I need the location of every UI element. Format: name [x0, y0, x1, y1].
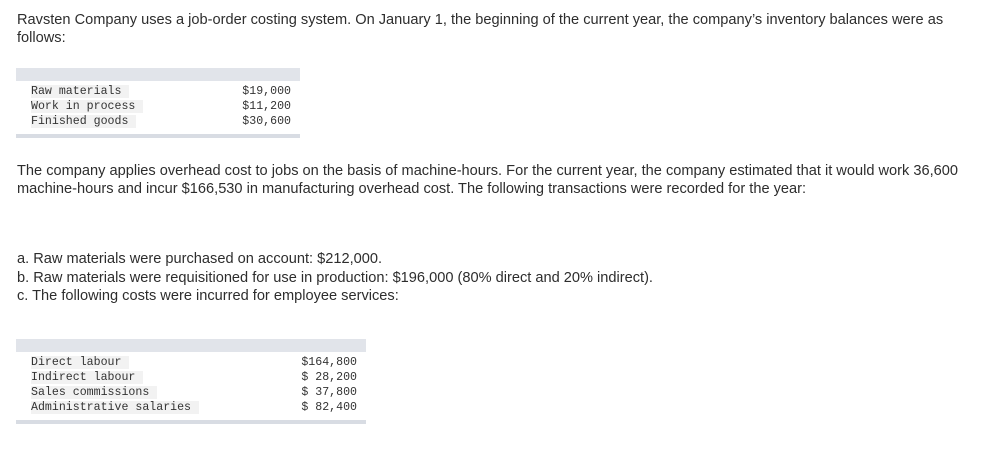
overhead-paragraph: The company applies overhead cost to jobs on the basis of machine-hours. For the current year, the company estimated that it would work 36,600 machine-hours and incur $166,530 in manufacturing overhead cost. The following transactions were recorded for the year: [17, 163, 958, 197]
row-amount: $30,600 [242, 115, 291, 128]
row-label: Sales commissions [31, 386, 157, 399]
row-label: Finished goods [31, 115, 136, 128]
table-header-bar [16, 339, 366, 352]
row-amount: $164,800 [301, 356, 357, 369]
employee-costs-table [16, 339, 366, 424]
row-label: Indirect labour [31, 371, 143, 384]
table-header-bar [16, 68, 300, 81]
row-label: Direct labour [31, 356, 129, 369]
row-amount: $ 37,800 [301, 386, 357, 399]
row-amount: $19,000 [242, 85, 291, 98]
row-amount: $ 28,200 [301, 371, 357, 384]
table-row [16, 84, 300, 99]
table-row [16, 370, 366, 385]
row-label: Raw materials [31, 85, 129, 98]
transaction-item: c. The following costs were incurred for employee services: [17, 288, 399, 304]
table-row [16, 385, 366, 400]
table-footer-bar [16, 420, 366, 424]
row-amount: $ 82,400 [301, 401, 357, 414]
transactions-list [17, 250, 917, 306]
row-amount: $11,200 [242, 100, 291, 113]
table-row [16, 400, 366, 415]
inventory-balances-table [16, 68, 300, 138]
table-row [16, 99, 300, 114]
table-row [16, 114, 300, 129]
transaction-item: a. Raw materials were purchased on account: $212,000. [17, 251, 383, 267]
row-label: Work in process [31, 100, 143, 113]
transaction-item: b. Raw materials were requisitioned for use in production: $196,000 (80% direct and 20% indirect). [17, 269, 653, 286]
table-row [16, 355, 366, 370]
intro-paragraph: Ravsten Company uses a job-order costing system. On January 1, the beginning of the current year, the company’s inventory balances were as follows: [17, 12, 944, 46]
row-label: Administrative salaries [31, 401, 199, 414]
table-footer-bar [16, 134, 300, 138]
